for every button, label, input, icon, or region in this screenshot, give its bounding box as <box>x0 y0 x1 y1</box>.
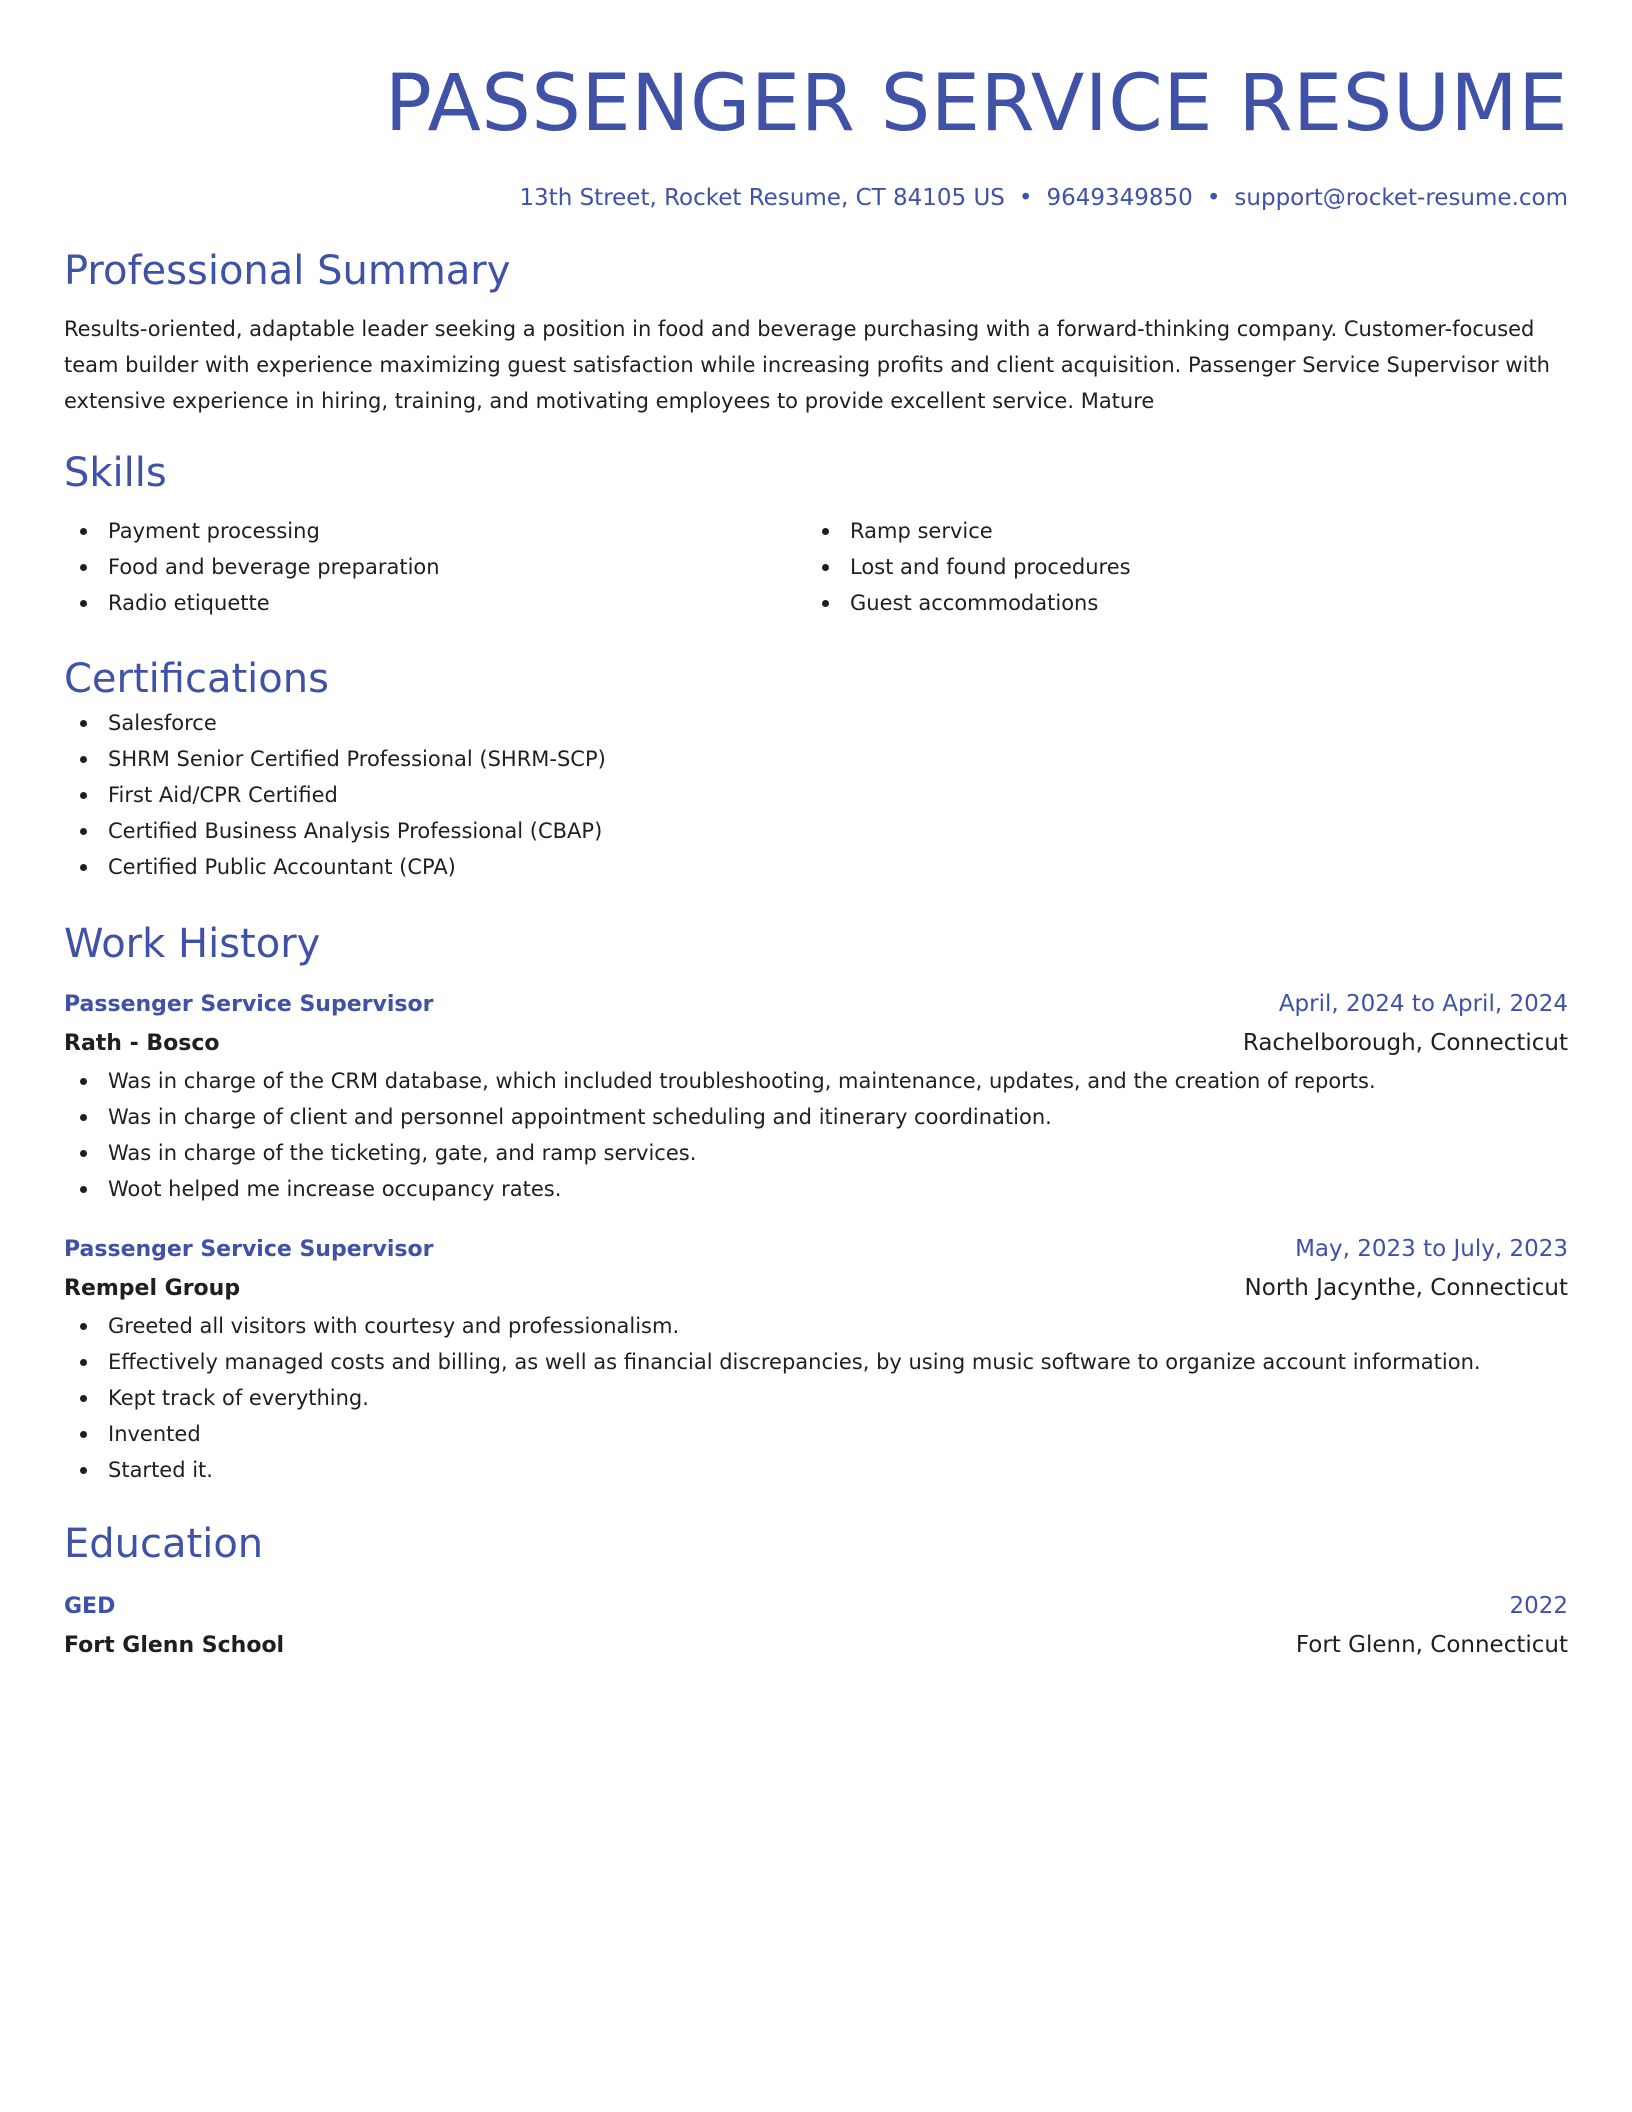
resume-title: PASSENGER SERVICE RESUME <box>384 59 1568 149</box>
education-header <box>64 1587 1568 1626</box>
education-location: Fort Glenn, Connecticut <box>1295 1632 1568 1658</box>
job-entry <box>64 1230 1568 1488</box>
contact-address: 13th Street, Rocket Resume, CT 84105 US <box>519 185 1005 211</box>
job-header <box>64 1230 1568 1269</box>
skills-list-right <box>806 513 1548 621</box>
certification-item: SHRM Senior Certified Professional (SHRM-SCP) <box>64 741 1568 777</box>
skill-item: Food and beverage preparation <box>64 549 806 585</box>
job-bullet: Was in charge of client and personnel appointment scheduling and itinerary coordination. <box>64 1099 1568 1135</box>
certification-item: Certified Business Analysis Professional (CBAP) <box>64 813 1568 849</box>
job-bullets <box>64 1063 1568 1207</box>
job-company: Rempel Group <box>64 1276 241 1301</box>
certifications-heading: Certifications <box>64 656 329 702</box>
contact-separator: • <box>1018 185 1033 211</box>
skill-item: Payment processing <box>64 513 806 549</box>
job-header <box>64 985 1568 1024</box>
job-subheader <box>64 1269 1568 1308</box>
job-bullet: Was in charge of the CRM database, which included troubleshooting, maintenance, updates, and the creation of reports. <box>64 1063 1568 1099</box>
job-location: Rachelborough, Connecticut <box>1242 1030 1568 1056</box>
skills-list-left <box>64 513 806 621</box>
certifications-list <box>64 705 1568 885</box>
resume-page <box>64 0 1568 1665</box>
contact-phone: 9649349850 <box>1046 185 1193 211</box>
job-dates: April, 2024 to April, 2024 <box>1278 991 1568 1017</box>
education-subheader <box>64 1626 1568 1665</box>
job-bullet: Kept track of everything. <box>64 1380 1568 1416</box>
job-bullet: Started it. <box>64 1452 1568 1488</box>
skills-heading: Skills <box>64 450 167 496</box>
job-dates: May, 2023 to July, 2023 <box>1295 1236 1568 1262</box>
job-subheader <box>64 1024 1568 1063</box>
skills-grid <box>64 513 1568 621</box>
job-bullet: Invented <box>64 1416 1568 1452</box>
certification-item: Salesforce <box>64 705 1568 741</box>
summary-text: Results-oriented, adaptable leader seeking a position in food and beverage purchasing with a forward-thinking company. Customer-focused team builder with experience maximizing guest satisfaction while increasing profits and client acquisition. Passenger Service Supervisor with extensive experience in hiring, training, and motivating employees to provide excellent service. Mature <box>64 317 1550 413</box>
job-bullet: Was in charge of the ticketing, gate, and ramp services. <box>64 1135 1568 1171</box>
education-school: Fort Glenn School <box>64 1633 285 1658</box>
skill-item: Radio etiquette <box>64 585 806 621</box>
education-degree: GED <box>64 1594 116 1619</box>
job-location: North Jacynthe, Connecticut <box>1244 1275 1568 1301</box>
contact-line <box>64 182 1568 214</box>
contact-separator: • <box>1206 185 1221 211</box>
job-bullet: Effectively managed costs and billing, as well as financial discrepancies, by using music software to organize account information. <box>64 1344 1568 1380</box>
skill-item: Lost and found procedures <box>806 549 1548 585</box>
job-entry <box>64 985 1568 1207</box>
job-title: Passenger Service Supervisor <box>64 992 434 1017</box>
education-entry <box>64 1587 1568 1665</box>
job-company: Rath - Bosco <box>64 1031 220 1056</box>
skill-item: Guest accommodations <box>806 585 1548 621</box>
job-bullets <box>64 1308 1568 1488</box>
job-bullet: Greeted all visitors with courtesy and professionalism. <box>64 1308 1568 1344</box>
summary-heading: Professional Summary <box>64 248 511 294</box>
skill-item: Ramp service <box>806 513 1548 549</box>
job-title: Passenger Service Supervisor <box>64 1237 434 1262</box>
certification-item: Certified Public Accountant (CPA) <box>64 849 1568 885</box>
contact-email: support@rocket-resume.com <box>1234 185 1568 211</box>
certification-item: First Aid/CPR Certified <box>64 777 1568 813</box>
job-bullet: Woot helped me increase occupancy rates. <box>64 1171 1568 1207</box>
education-year: 2022 <box>1509 1593 1568 1619</box>
education-heading: Education <box>64 1521 264 1567</box>
work-history-heading: Work History <box>64 921 321 967</box>
